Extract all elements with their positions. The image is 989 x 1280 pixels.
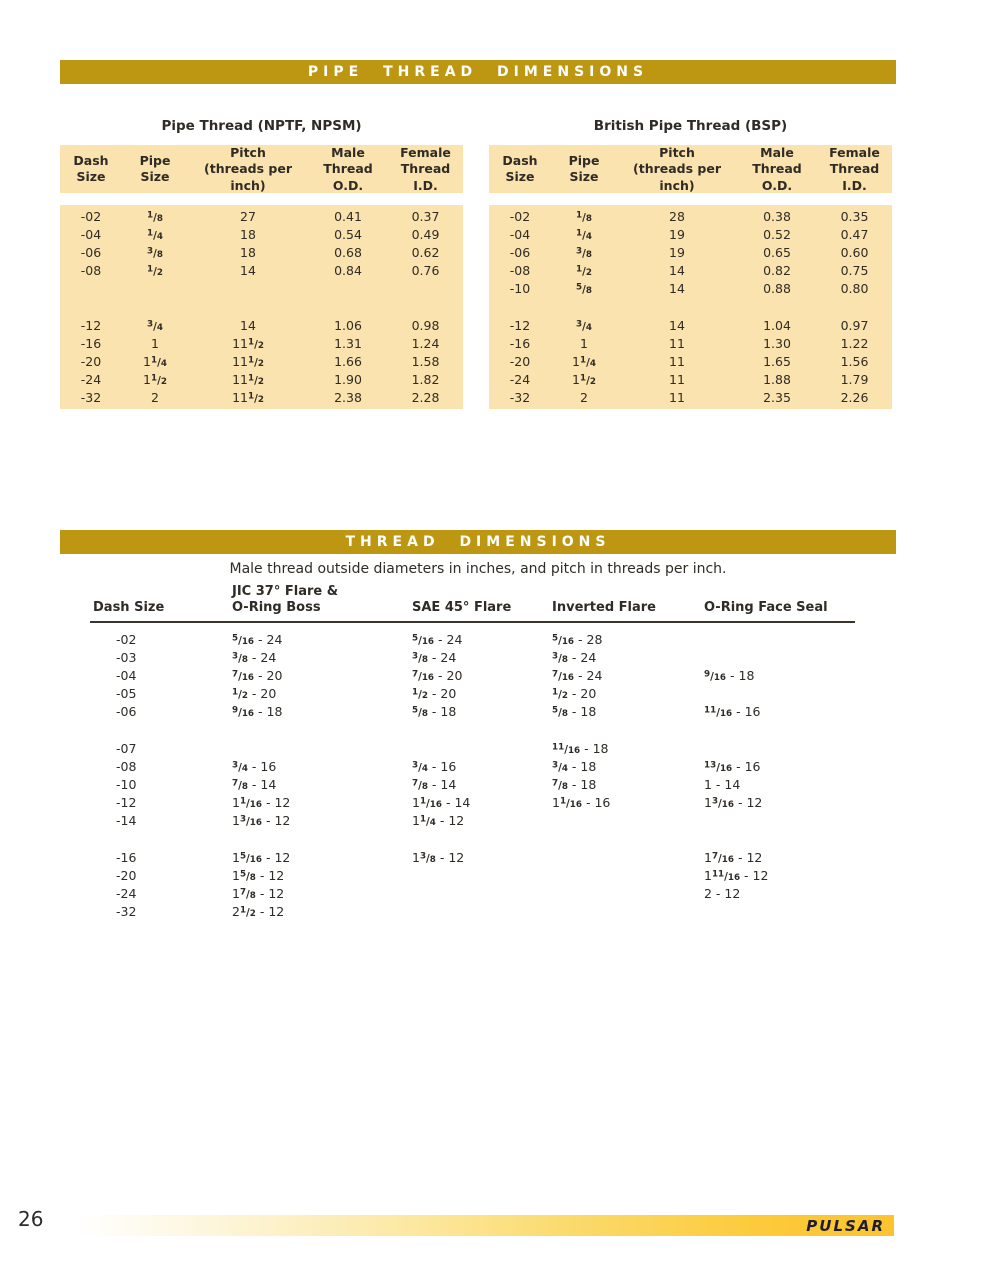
table-cell: $^9$/16 - 18 [704, 667, 755, 683]
table-cell: -04 [80, 226, 102, 242]
table-body [60, 205, 463, 409]
table-row [90, 757, 855, 775]
table-cell: $^3$/8 [147, 246, 163, 260]
table-cell: 0.75 [840, 263, 869, 279]
table-row [90, 830, 855, 848]
table-body [489, 205, 892, 409]
column-header: Pipe Size [568, 153, 600, 185]
table-cell: 19 [669, 226, 685, 242]
table-cell: -16 [80, 335, 102, 351]
table-cell: -20 [116, 868, 137, 884]
table-cell: -06 [80, 244, 102, 260]
table-cell: -02 [116, 631, 137, 647]
table-cell: $^3$/4 - 16 [232, 758, 277, 774]
table-cell: 1.06 [334, 317, 362, 333]
table-cell: $^3$/4 [147, 319, 163, 333]
table-cell: 2 [580, 390, 588, 406]
table-cell: $^1$/2 [576, 264, 592, 279]
table-body [90, 623, 855, 921]
table-cell: -04 [509, 226, 531, 242]
table-cell: 0.54 [334, 226, 362, 242]
table-cell: 27 [240, 208, 256, 224]
table-row [60, 262, 463, 280]
table-cell: -12 [80, 317, 102, 333]
table-cell: 2.28 [411, 390, 440, 406]
table-cell: 11 [669, 390, 685, 406]
table-cell: $^1$/8 [147, 209, 163, 224]
table-cell: $1^{11}/16 - 12$ [704, 868, 769, 884]
table-cell: $1^1/16 - 12$ [232, 795, 291, 811]
column-header: Female Thread I.D. [829, 145, 880, 193]
table-cell: $^5$/8 [576, 282, 592, 297]
table-title: Pipe Thread (NPTF, NPSM) [161, 118, 362, 134]
table-header-row [90, 584, 855, 623]
table-cell: 0.82 [763, 263, 791, 279]
table-cell: $^3$/8 - 24 [232, 649, 277, 665]
table-cell: 0.38 [763, 208, 791, 224]
table-cell: 11 [669, 335, 685, 351]
table-cell: 1.22 [840, 335, 869, 351]
table-cell: $^7$/16 - 20 [412, 667, 463, 683]
table-cell: -32 [509, 390, 531, 406]
table-cell: -12 [509, 317, 531, 333]
table-cell: 2.35 [763, 390, 791, 406]
table-cell: 1.30 [763, 335, 791, 351]
table-cell: $^1$/2 - 20 [232, 686, 277, 702]
table-header-row [489, 145, 892, 193]
column-header: Pitch (threads per inch) [204, 145, 292, 193]
table-row [90, 848, 855, 866]
table-row [90, 866, 855, 884]
table-cell: $1^5/16 - 12$ [232, 849, 291, 865]
table-cell: 14 [669, 263, 685, 279]
table-cell: 1.82 [411, 372, 440, 388]
table-cell: 0.98 [411, 317, 440, 333]
table-cell: -03 [116, 649, 137, 665]
table-row [489, 334, 892, 352]
table-cell: -10 [116, 777, 137, 793]
table-cell: 14 [240, 317, 256, 333]
table-cell: -08 [509, 263, 531, 279]
table-cell: 1.66 [334, 354, 362, 370]
column-header: Dash Size [502, 153, 538, 185]
table-cell: 0.47 [840, 226, 869, 242]
table-cell: $1^7/16 - 12$ [704, 849, 763, 865]
table-cell: 0.80 [840, 281, 869, 297]
table-row [489, 371, 892, 389]
table-cell: $^1$/8 [576, 209, 592, 224]
table-cell: 2 - 12 [704, 886, 741, 902]
column-header: Female Thread I.D. [400, 145, 451, 193]
table-cell: 1.56 [840, 354, 869, 370]
table-cell: $^{11}$/16 - 16 [704, 704, 761, 720]
table-cell: 1.79 [840, 372, 869, 388]
table-row [60, 353, 463, 371]
table-row [489, 298, 892, 316]
table-cell: $1^5/8 - 12$ [232, 868, 285, 884]
table-cell: $^1$/2 - 20 [552, 686, 597, 702]
table-cell: 14 [669, 281, 685, 297]
table-cell: 0.35 [840, 208, 869, 224]
column-header: Dash Size [93, 600, 165, 615]
table-row [60, 316, 463, 334]
table-cell: 2.38 [334, 390, 362, 406]
table-cell: 0.84 [334, 263, 362, 279]
table-cell: -32 [116, 904, 137, 920]
table-cell: 0.41 [334, 208, 362, 224]
column-header: Pitch (threads per inch) [633, 145, 721, 193]
nptf-npsm-table [60, 118, 463, 409]
table-cell: $11^1/2$ [232, 390, 264, 406]
table-cell: $^5$/16 - 28 [552, 631, 603, 647]
table-row [489, 389, 892, 407]
table-cell: -08 [80, 263, 102, 279]
table-cell: $1^1/16 - 14$ [412, 795, 471, 811]
table-cell: $1^3/16 - 12$ [704, 795, 763, 811]
table-cell: $^1$/2 [147, 264, 163, 279]
page-number: 26 [18, 1207, 44, 1231]
table-cell: -08 [116, 758, 137, 774]
table-cell: 1.58 [411, 354, 440, 370]
table-row [60, 371, 463, 389]
table-row [489, 225, 892, 243]
table-row [489, 243, 892, 261]
table-cell: -16 [116, 849, 137, 865]
table-row [90, 630, 855, 648]
table-row [90, 703, 855, 721]
banner-title: PIPE THREAD DIMENSIONS [307, 64, 649, 80]
table-row [60, 334, 463, 352]
table-row [90, 685, 855, 703]
column-header: SAE 45° Flare [412, 600, 512, 615]
table-cell: 1 [151, 335, 159, 351]
table-row [60, 389, 463, 407]
column-header: O-Ring Face Seal [704, 600, 828, 615]
table-cell: 0.52 [763, 226, 791, 242]
pulsar-logo: PULSAR [806, 1216, 885, 1235]
table-cell: 1.88 [763, 372, 791, 388]
table-cell: 0.49 [411, 226, 440, 242]
table-cell: $1^1/4 - 12$ [412, 813, 465, 829]
table-cell: $^1$/4 [576, 228, 592, 242]
table-cell: 18 [240, 244, 256, 260]
table-cell: 1.04 [763, 317, 791, 333]
table-row [489, 262, 892, 280]
thread-dimensions-subtitle: Male thread outside diameters in inches, and pitch in threads per inch. [229, 561, 727, 577]
table-cell: 18 [240, 226, 256, 242]
table-cell: 0.62 [411, 244, 440, 260]
table-row [489, 316, 892, 334]
table-row [90, 648, 855, 666]
table-cell: 1.24 [411, 335, 440, 351]
table-cell: -24 [116, 886, 137, 902]
table-cell: $^3$/4 - 18 [552, 758, 597, 774]
table-row [90, 721, 855, 739]
table-cell: $1^1/2$ [143, 372, 167, 388]
table-cell: 0.68 [334, 244, 362, 260]
table-cell: $^3$/8 - 24 [412, 649, 457, 665]
table-cell: $^7$/16 - 24 [552, 667, 603, 683]
table-row [60, 298, 463, 316]
table-cell: 14 [669, 317, 685, 333]
column-header: Male Thread O.D. [752, 145, 802, 193]
table-cell: $^3$/8 - 24 [552, 649, 597, 665]
column-header: Male Thread O.D. [323, 145, 373, 193]
table-cell: -10 [509, 281, 531, 297]
table-cell: -24 [80, 372, 102, 388]
table-cell: -20 [509, 354, 531, 370]
table-cell: 14 [240, 263, 256, 279]
table-cell: $1^7/8 - 12$ [232, 886, 285, 902]
table-cell: $^3$/8 [576, 246, 592, 260]
table-cell: 1.65 [763, 354, 791, 370]
table-row [60, 243, 463, 261]
column-header: Dash Size [73, 153, 109, 185]
table-cell: 28 [669, 208, 685, 224]
table-cell: -20 [80, 354, 102, 370]
column-header: Pipe Size [139, 153, 171, 185]
column-header: JIC 37° Flare & O-Ring Boss [232, 584, 339, 615]
column-header: Inverted Flare [552, 600, 656, 615]
table-row [90, 794, 855, 812]
table-cell: -06 [116, 704, 137, 720]
pipe-thread-dimensions-banner [60, 60, 896, 84]
table-cell: 19 [669, 244, 685, 260]
table-cell: $1^1/4$ [143, 354, 167, 370]
table-cell: 0.76 [411, 263, 440, 279]
table-cell: $^5$/8 - 18 [552, 704, 597, 720]
table-cell: $^3$/4 - 16 [412, 758, 457, 774]
table-header-row [60, 145, 463, 193]
banner-title: THREAD DIMENSIONS [345, 534, 611, 550]
table-cell: $11^1/2$ [232, 354, 264, 370]
table-row [90, 666, 855, 684]
table-row [60, 225, 463, 243]
table-cell: 2 [151, 390, 159, 406]
table-cell: $^1$/4 [147, 228, 163, 242]
table-cell: $^7$/8 - 18 [552, 777, 597, 793]
table-row [90, 812, 855, 830]
table-row [60, 280, 463, 298]
table-cell: $1^1/4$ [572, 354, 596, 370]
thread-dimensions-banner [60, 530, 896, 554]
table-cell: $^5$/8 - 18 [412, 704, 457, 720]
table-cell: $1^3/8 - 12$ [412, 849, 465, 865]
table-cell: $^9$/16 - 18 [232, 704, 283, 720]
table-cell: $^{11}$/16 - 18 [552, 740, 609, 756]
table-cell: -24 [509, 372, 531, 388]
table-row [60, 207, 463, 225]
table-cell: $11^1/2$ [232, 335, 264, 351]
table-cell: -32 [80, 390, 102, 406]
table-row [489, 280, 892, 298]
table-cell: $1^1/2$ [572, 372, 596, 388]
table-cell: 1 [580, 335, 588, 351]
table-row [489, 353, 892, 371]
table-cell: 0.37 [411, 208, 440, 224]
table-cell: -06 [509, 244, 531, 260]
table-row [489, 207, 892, 225]
table-cell: 2.26 [840, 390, 869, 406]
table-cell: $^5$/16 - 24 [232, 631, 283, 647]
table-cell: 0.97 [840, 317, 869, 333]
table-cell: $^7$/16 - 20 [232, 667, 283, 683]
bsp-table [489, 118, 892, 409]
table-cell: $^7$/8 - 14 [412, 777, 457, 793]
table-cell: 11 [669, 372, 685, 388]
table-title: British Pipe Thread (BSP) [593, 118, 788, 134]
table-cell: -02 [509, 208, 531, 224]
table-cell: -02 [80, 208, 102, 224]
table-cell: -14 [116, 813, 137, 829]
table-cell: $^5$/16 - 24 [412, 631, 463, 647]
table-row [90, 903, 855, 921]
table-cell: $1^3/16 - 12$ [232, 813, 291, 829]
table-cell: $^3$/4 [576, 319, 592, 333]
thread-dimensions-table [90, 584, 855, 921]
table-cell: 0.60 [840, 244, 869, 260]
footer-gradient-bar [76, 1215, 894, 1236]
table-cell: $1^1/16 - 16$ [552, 795, 611, 811]
table-cell: -04 [116, 667, 137, 683]
table-cell: $^1$/2 - 20 [412, 686, 457, 702]
table-cell: 1.90 [334, 372, 362, 388]
table-cell: -05 [116, 686, 137, 702]
table-cell: $11^1/2$ [232, 372, 264, 388]
table-cell: -12 [116, 795, 137, 811]
table-row [90, 776, 855, 794]
table-cell: $^7$/8 - 14 [232, 777, 277, 793]
table-cell: -16 [509, 335, 531, 351]
table-cell: 1.31 [334, 335, 362, 351]
table-cell: 0.88 [763, 281, 791, 297]
table-cell: -07 [116, 740, 137, 756]
table-cell: $^{13}$/16 - 16 [704, 758, 761, 774]
table-row [90, 885, 855, 903]
table-cell: 11 [669, 354, 685, 370]
table-cell: 1 - 14 [704, 777, 741, 793]
table-cell: 0.65 [763, 244, 791, 260]
table-cell: $2^1/2 - 12$ [232, 904, 285, 920]
table-row [90, 739, 855, 757]
